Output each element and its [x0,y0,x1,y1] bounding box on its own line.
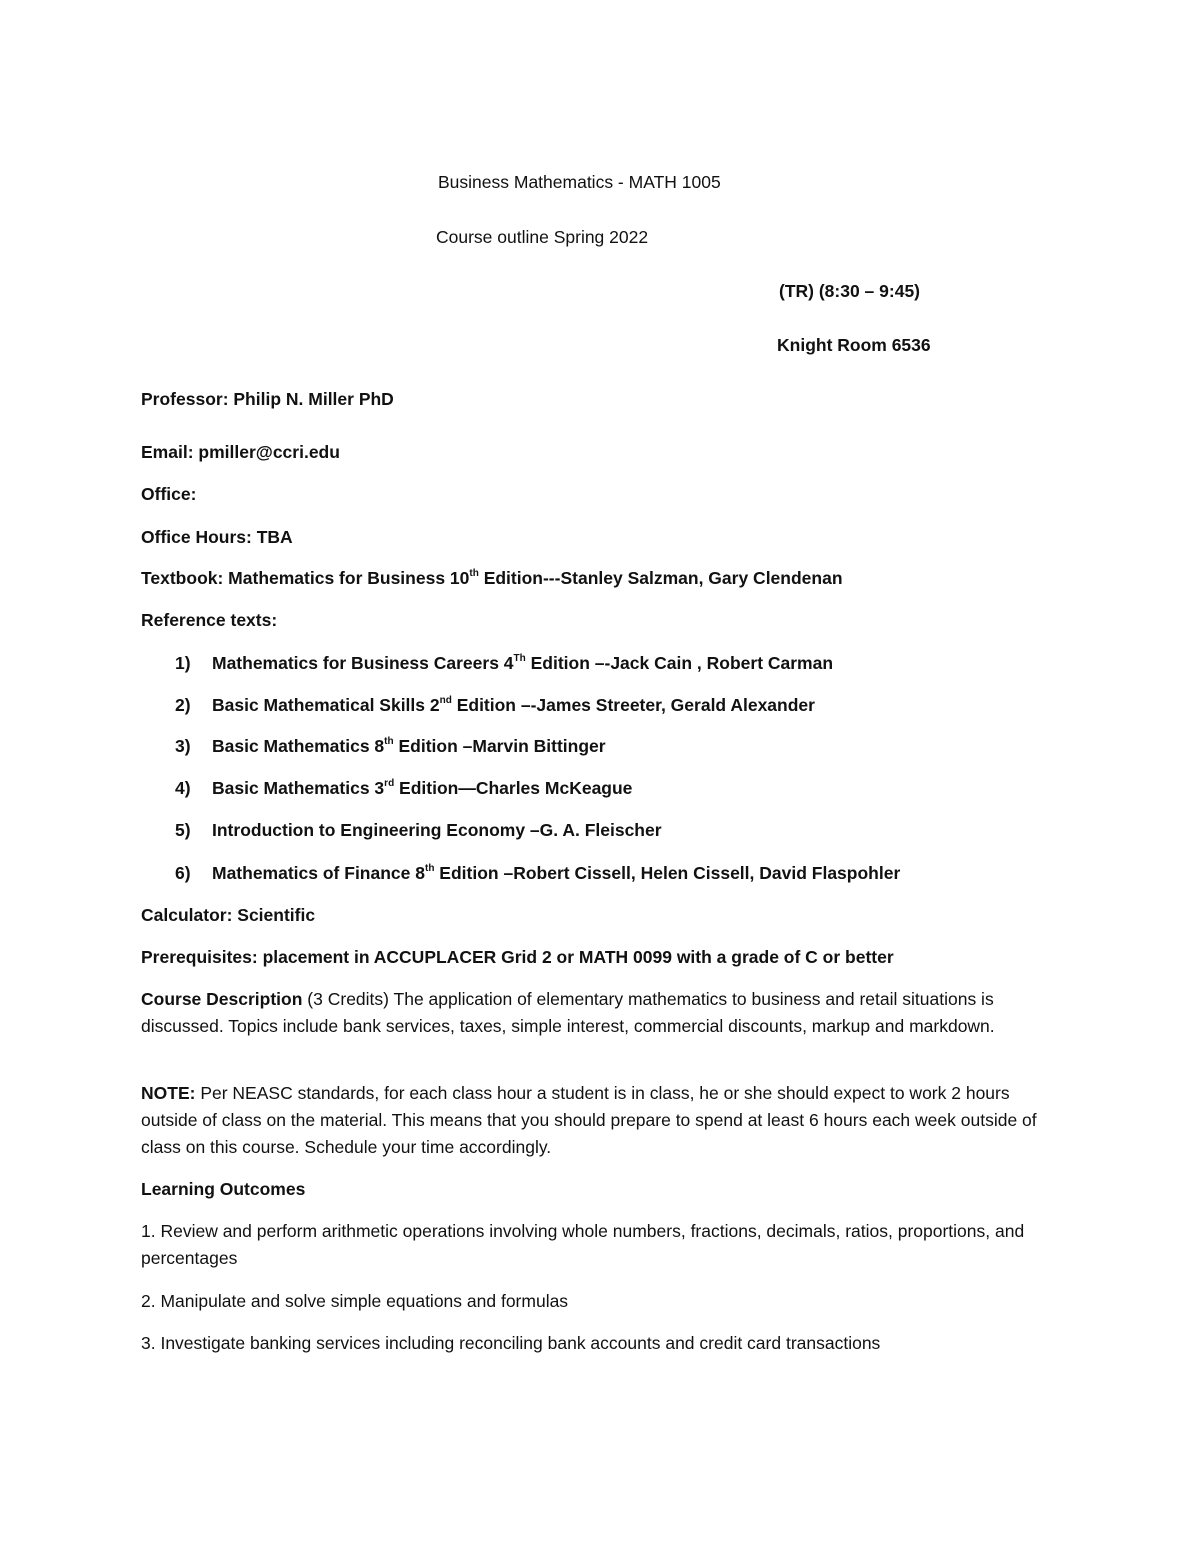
outcome-text: . Review and perform arithmetic operations involving whole numbers, fractions, decimals, ratios, proportions, and percentages [141,1221,1025,1268]
email-line: Email: pmiller@ccri.edu [141,442,340,462]
outcome-item [141,1330,1051,1357]
course-description [141,986,1051,1040]
class-schedule: (TR) (8:30 – 9:45) [779,281,921,301]
outcome-number: 2 [141,1291,151,1311]
outcome-item [141,1218,1051,1272]
workload-note [141,1080,1051,1161]
office-line: Office: [141,484,197,504]
outcome-text: . Investigate banking services including reconciling bank accounts and credit card transactions [150,1333,881,1353]
outcome-number: 3 [141,1333,151,1353]
reference-text: Basic Mathematical Skills 2nd Edition –-James Streeter, Gerald Alexander [212,695,815,715]
reference-number: 2) [175,695,191,715]
learning-outcomes-heading: Learning Outcomes [141,1179,306,1199]
reference-number: 4) [175,778,191,798]
reference-heading: Reference texts: [141,610,278,630]
reference-text: Mathematics for Business Careers 4Th Edition –-Jack Cain , Robert Carman [212,653,834,673]
reference-text: Mathematics of Finance 8th Edition –Robert Cissell, Helen Cissell, David Flaspohler [212,863,901,883]
outcome-item [141,1288,1051,1315]
reference-number: 5) [175,820,191,840]
course-subtitle: Course outline Spring 2022 [436,227,649,247]
reference-text: Basic Mathematics 8th Edition –Marvin Bittinger [212,736,606,756]
calculator-line: Calculator: Scientific [141,905,316,925]
outcome-number: 1 [141,1221,151,1241]
office-hours-line: Office Hours: TBA [141,527,293,547]
course-description-label: Course Description [141,989,303,1009]
textbook-edition-suffix: th [469,568,479,580]
class-room: Knight Room 6536 [777,335,931,355]
reference-text: Introduction to Engineering Economy –G. A. Fleischer [212,820,662,840]
reference-number: 1) [175,653,191,673]
note-text: Per NEASC standards, for each class hour a student is in class, he or she should expect to work 2 hours outside of class on the material. This means that you should prepare to spend at least 6 hours each week outside of class on this course. Schedule your time accordingly. [141,1083,1037,1157]
professor-line: Professor: Philip N. Miller PhD [141,389,394,409]
reference-number: 6) [175,863,191,883]
textbook-line [141,568,843,589]
prerequisites-line: Prerequisites: placement in ACCUPLACER Grid 2 or MATH 0099 with a grade of C or better [141,947,894,967]
textbook-title: Textbook: Mathematics for Business 10 [141,568,470,588]
outcome-text: . Manipulate and solve simple equations and formulas [150,1291,569,1311]
course-title: Business Mathematics - MATH 1005 [438,172,721,192]
reference-number: 3) [175,736,191,756]
textbook-authors: Edition---Stanley Salzman, Gary Clendenan [478,568,843,588]
reference-text: Basic Mathematics 3rd Edition—Charles McKeague [212,778,633,798]
course-description-text: (3 Credits) The application of elementary mathematics to business and retail situations is discussed. Topics include bank services, taxes, simple interest, commercial discounts, markup and markdown. [141,989,995,1036]
note-label: NOTE: [141,1083,196,1103]
